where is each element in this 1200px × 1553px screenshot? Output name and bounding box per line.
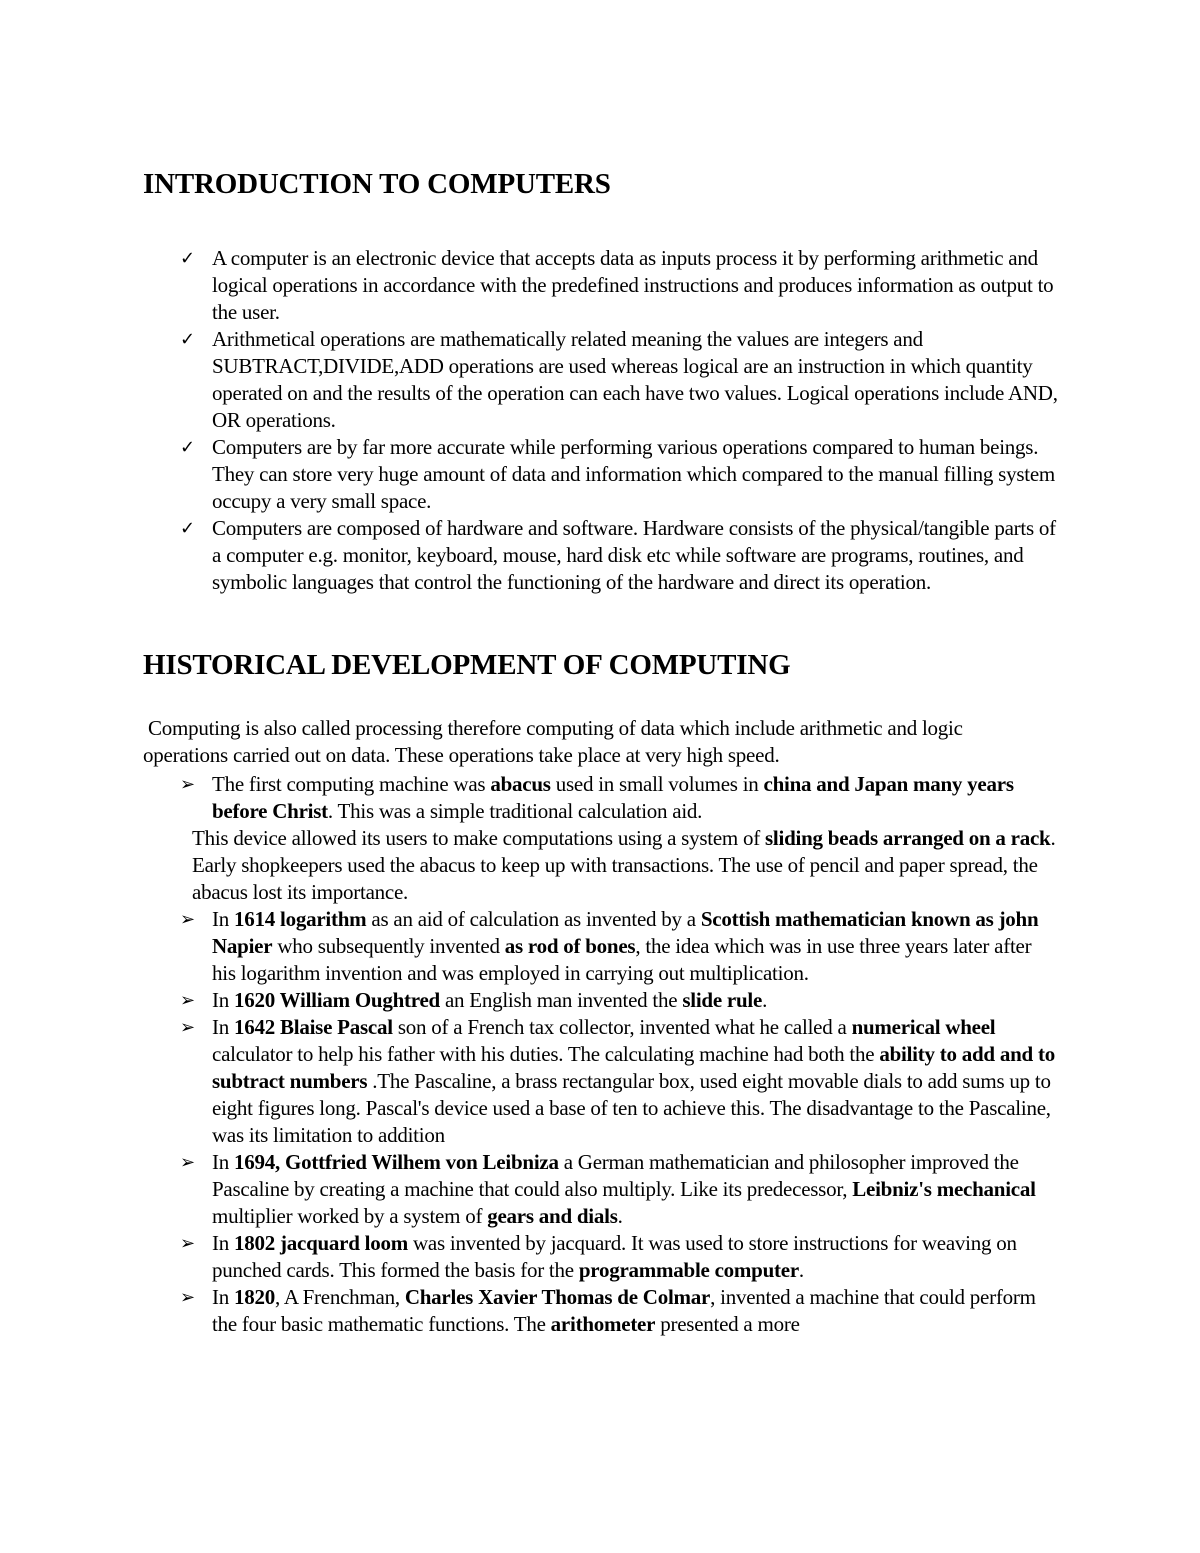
bold-term: Scottish mathematician known as john Napier (212, 907, 1039, 958)
text-run: In (212, 907, 234, 931)
bold-term: abacus (490, 772, 551, 796)
bold-term: programmable computer (578, 1258, 799, 1282)
bold-term: Leibniz's mechanical (852, 1177, 1036, 1201)
bold-term: arithometer (550, 1312, 656, 1336)
heading-introduction: INTRODUCTION TO COMPUTERS (143, 168, 611, 200)
history-item-text (212, 988, 767, 1012)
bold-term: china and Japan many years before Christ (212, 772, 1014, 823)
text-run: . This was a simple traditional calculation aid. (327, 799, 703, 823)
checklist-item-text: Computers are by far more accurate while performing various operations compared to human beings. They can store very huge amount of data and information which compared to the manual filling system occupy a very small space. (212, 435, 1055, 513)
history-item-text (212, 1150, 1036, 1228)
checklist-item (180, 245, 1060, 326)
checklist-item-text: Computers are composed of hardware and software. Hardware consists of the physical/tangible parts of a computer e.g. monitor, keyboard, mouse, hard disk etc while software are programs, routines, and symbolic languages that control the functioning of the hardware and direct its operation. (212, 516, 1056, 594)
checklist-item (180, 326, 1060, 434)
text-run: . (798, 1258, 804, 1282)
text-run: multiplier worked by a system of (212, 1204, 488, 1228)
text-run: In (212, 988, 234, 1012)
history-item-text (212, 1231, 1017, 1282)
history-intro-paragraph: Computing is also called processing therefore computing of data which include arithmetic and logic operations carried out on data. These operations take place at very high speed. (143, 716, 963, 767)
text-run: .The Pascaline, a brass rectangular box, used eight movable dials to add sums up to eight figures long. Pascal's device used a base of ten to achieve this. The disadvantage to the Pascaline, was its limitation to addition (212, 1069, 1051, 1147)
text-run: In (212, 1015, 234, 1039)
bold-term: 1802 jacquard loom (234, 1231, 408, 1255)
history-item-text (212, 772, 1014, 823)
text-run: In (212, 1150, 234, 1174)
text-run: used in small volumes in (550, 772, 764, 796)
history-list-item (180, 1014, 1060, 1149)
checkmark-icon: ✓ (180, 329, 195, 350)
bold-term: numerical wheel (851, 1015, 996, 1039)
bold-term: 1614 logarithm (234, 907, 367, 931)
text-run: . (762, 988, 768, 1012)
bold-term: 1820 (234, 1285, 275, 1309)
text-run: , A Frenchman, (275, 1285, 405, 1309)
bold-term: gears and dials (487, 1204, 618, 1228)
history-list-item (180, 771, 1060, 906)
history-list-item (180, 987, 1060, 1014)
text-run: . Early shopkeepers used the abacus to keep up with transactions. The use of pencil and paper spread, the abacus lost its importance. (192, 826, 1056, 904)
bold-term: 1620 William Oughtred (234, 988, 440, 1012)
text-run: son of a French tax collector, invented what he called a (392, 1015, 852, 1039)
bold-term: as rod of bones (504, 934, 636, 958)
arrow-bullet-icon: ➢ (180, 1287, 195, 1308)
checklist-item-text: A computer is an electronic device that accepts data as inputs process it by performing arithmetic and logical operations in accordance with the predefined instructions and produces information as output to the user. (212, 246, 1054, 324)
checklist-item-text: Arithmetical operations are mathematically related meaning the values are integers and SUBTRACT,DIVIDE,ADD operations are used whereas logical are an instruction in which quantity operated on and the results of the operation can each have two values. Logical operations include AND, OR operations. (212, 327, 1058, 432)
text-run: an English man invented the (439, 988, 683, 1012)
arrow-bullet-icon: ➢ (180, 909, 195, 930)
history-arrow-list (180, 771, 1060, 1338)
history-item-text (212, 1285, 1036, 1336)
checklist-item (180, 434, 1060, 515)
text-run: calculator to help his father with his duties. The calculating machine had both the (212, 1042, 880, 1066)
history-item-text (212, 1015, 1055, 1147)
text-run: , invented a machine that could perform the four basic mathematic functions. The (212, 1285, 1036, 1336)
history-list-item (180, 1230, 1060, 1284)
text-run: who subsequently invented (272, 934, 505, 958)
arrow-bullet-icon: ➢ (180, 1152, 195, 1173)
arrow-bullet-icon: ➢ (180, 990, 195, 1011)
text-run: This device allowed its users to make computations using a system of (192, 826, 765, 850)
arrow-bullet-icon: ➢ (180, 1017, 195, 1038)
history-list-item (180, 1284, 1060, 1338)
text-run: In (212, 1231, 234, 1255)
text-run: In (212, 1285, 234, 1309)
heading-historical-development: HISTORICAL DEVELOPMENT OF COMPUTING (143, 649, 791, 681)
checkmark-icon: ✓ (180, 437, 195, 458)
history-item-text (212, 907, 1038, 985)
bold-term: ability to add and to subtract numbers (212, 1042, 1055, 1093)
text-run: a German mathematician and philosopher improved the Pascaline by creating a machine that could also multiply. Like its predecessor, (212, 1150, 1019, 1201)
abacus-continuation-paragraph (180, 825, 1060, 906)
bold-term: slide rule (682, 988, 763, 1012)
text-run: was invented by jacquard. It was used to store instructions for weaving on punched cards. This formed the basis for the (212, 1231, 1017, 1282)
arrow-bullet-icon: ➢ (180, 774, 195, 795)
bold-term: sliding beads arranged on a rack (764, 826, 1051, 850)
text-run: as an aid of calculation as invented by a (366, 907, 701, 931)
intro-checklist (180, 245, 1060, 596)
arrow-bullet-icon: ➢ (180, 1233, 195, 1254)
checkmark-icon: ✓ (180, 248, 195, 269)
history-list-item (180, 1149, 1060, 1230)
text-run: . (617, 1204, 623, 1228)
history-list-item (180, 906, 1060, 987)
bold-term: Charles Xavier Thomas de Colmar (404, 1285, 711, 1309)
bold-term: 1642 Blaise Pascal (234, 1015, 393, 1039)
text-run: The first computing machine was (212, 772, 491, 796)
checklist-item (180, 515, 1060, 596)
checkmark-icon: ✓ (180, 518, 195, 539)
text-run: presented a more (655, 1312, 800, 1336)
text-run: , the idea which was in use three years later after his logarithm invention and was employed in carrying out multiplication. (212, 934, 1032, 985)
bold-term: 1694, Gottfried Wilhem von Leibniza (234, 1150, 559, 1174)
